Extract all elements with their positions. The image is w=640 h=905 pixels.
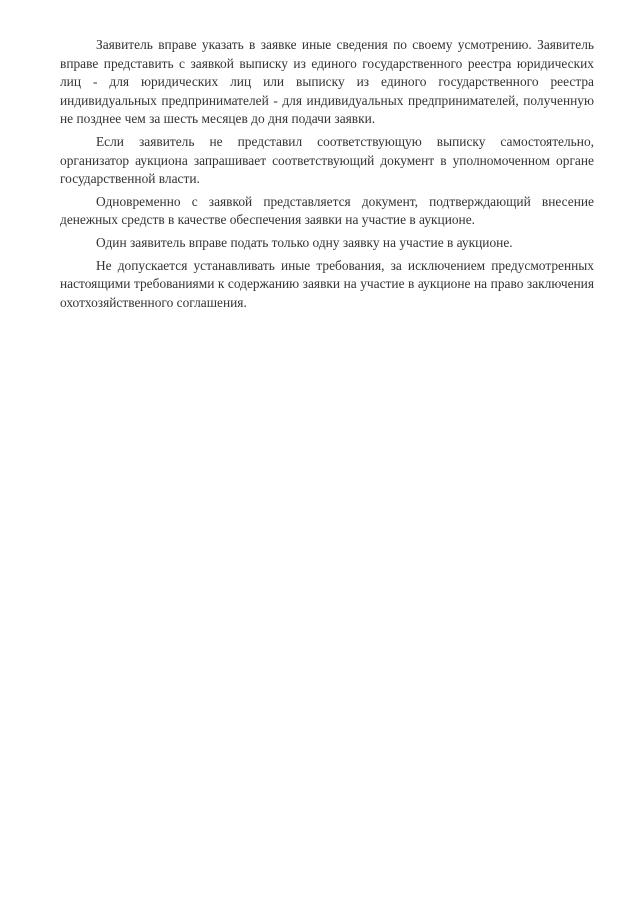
paragraph-additional-info: Заявитель вправе указать в заявке иные сведения по своему усмотрению. Заявитель вправе представить с заявкой выписку из единого государственного реестра юридических лиц - для юридических лиц или выписку из единого государственного реестра индивидуальных предпринимателей - для индивидуальных предпринимателей, полученную не позднее чем за шесть месяцев до дня подачи заявки. (60, 37, 594, 127)
document-body (60, 36, 594, 316)
paragraph-extract-request: Если заявитель не представил соответствующую выписку самостоятельно, организатор аукциона запрашивает соответствующий документ в уполномоченном органе государственной власти. (60, 133, 594, 187)
paragraph-no-other-requirements: Не допускается устанавливать иные требования, за исключением предусмотренных настоящими требованиями к содержанию заявки на участие в аукционе на право заключения охотхозяйственного соглашения. (60, 257, 594, 310)
paragraph-deposit-document: Одновременно с заявкой представляется документ, подтверждающий внесение денежных средств в качестве обеспечения заявки на участие в аукционе. (60, 193, 594, 228)
paragraph-single-application: Один заявитель вправе подать только одну заявку на участие в аукционе. (96, 234, 513, 250)
